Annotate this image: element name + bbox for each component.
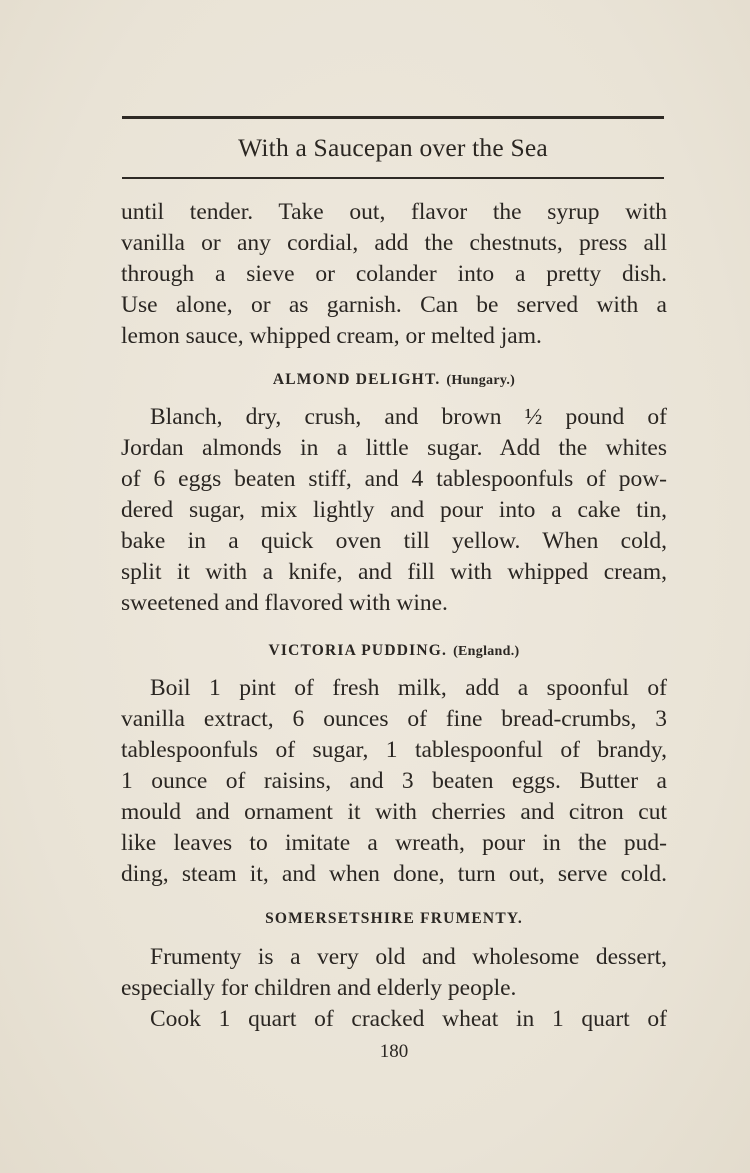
text-line: split it with a knife, and fill with whipped cream,	[121, 559, 667, 585]
recipe-body-somersetshire-frumenty	[121, 942, 667, 1035]
text-line: tablespoonfuls of sugar, 1 tablespoonful of brandy,	[121, 737, 667, 763]
text-line: Use alone, or as garnish. Can be served with a	[121, 292, 667, 318]
text-line: mould and ornament it with cherries and citron cut	[121, 799, 667, 825]
text-line: Cook 1 quart of cracked wheat in 1 quart of	[150, 1006, 667, 1032]
recipe-name: ALMOND DELIGHT.	[272, 371, 441, 388]
text-line: ding, steam it, and when done, turn out, serve cold.	[121, 861, 667, 887]
text-line: bake in a quick oven till yellow. When cold,	[121, 528, 667, 554]
text-line: like leaves to imitate a wreath, pour in the pud-	[121, 830, 667, 856]
recipe-body-almond-delight	[121, 402, 667, 619]
recipe-title-almond-delight	[121, 371, 667, 389]
continuation-paragraph	[121, 197, 667, 352]
recipe-title-somersetshire-frumenty	[121, 910, 667, 928]
text-line: especially for children and elderly people.	[121, 975, 517, 1001]
text-line: vanilla or any cordial, add the chestnuts, press all	[121, 230, 667, 256]
text-line: until tender. Take out, flavor the syrup with	[121, 199, 667, 225]
text-line: 1 ounce of raisins, and 3 beaten eggs. Butter a	[121, 768, 667, 794]
recipe-body-victoria-pudding	[121, 673, 667, 890]
text-line: vanilla extract, 6 ounces of fine bread-crumbs, 3	[121, 706, 667, 732]
header-rule-bottom	[122, 177, 664, 179]
recipe-name: SOMERSETSHIRE FRUMENTY.	[265, 910, 523, 927]
text-line: Jordan almonds in a little sugar. Add the whites	[121, 435, 667, 461]
recipe-name: VICTORIA PUDDING.	[268, 642, 448, 659]
recipe-origin: (England.)	[453, 644, 520, 659]
page-number: 180	[379, 1041, 409, 1062]
text-line: of 6 eggs beaten stiff, and 4 tablespoonfuls of pow-	[121, 466, 667, 492]
text-line: dered sugar, mix lightly and pour into a cake tin,	[121, 497, 667, 523]
text-line: Frumenty is a very old and wholesome dessert,	[150, 944, 667, 970]
text-line: through a sieve or colander into a pretty dish.	[121, 261, 667, 287]
text-line: lemon sauce, whipped cream, or melted jam.	[121, 323, 542, 349]
text-line: sweetened and flavored with wine.	[121, 590, 448, 616]
header-rule-top	[122, 116, 664, 119]
text-line: Boil 1 pint of fresh milk, add a spoonful of	[150, 675, 667, 701]
running-head: With a Saucepan over the Sea	[238, 133, 548, 162]
recipe-origin: (Hungary.)	[446, 373, 516, 388]
text-line: Blanch, dry, crush, and brown ½ pound of	[150, 404, 667, 430]
recipe-title-victoria-pudding	[121, 642, 667, 660]
